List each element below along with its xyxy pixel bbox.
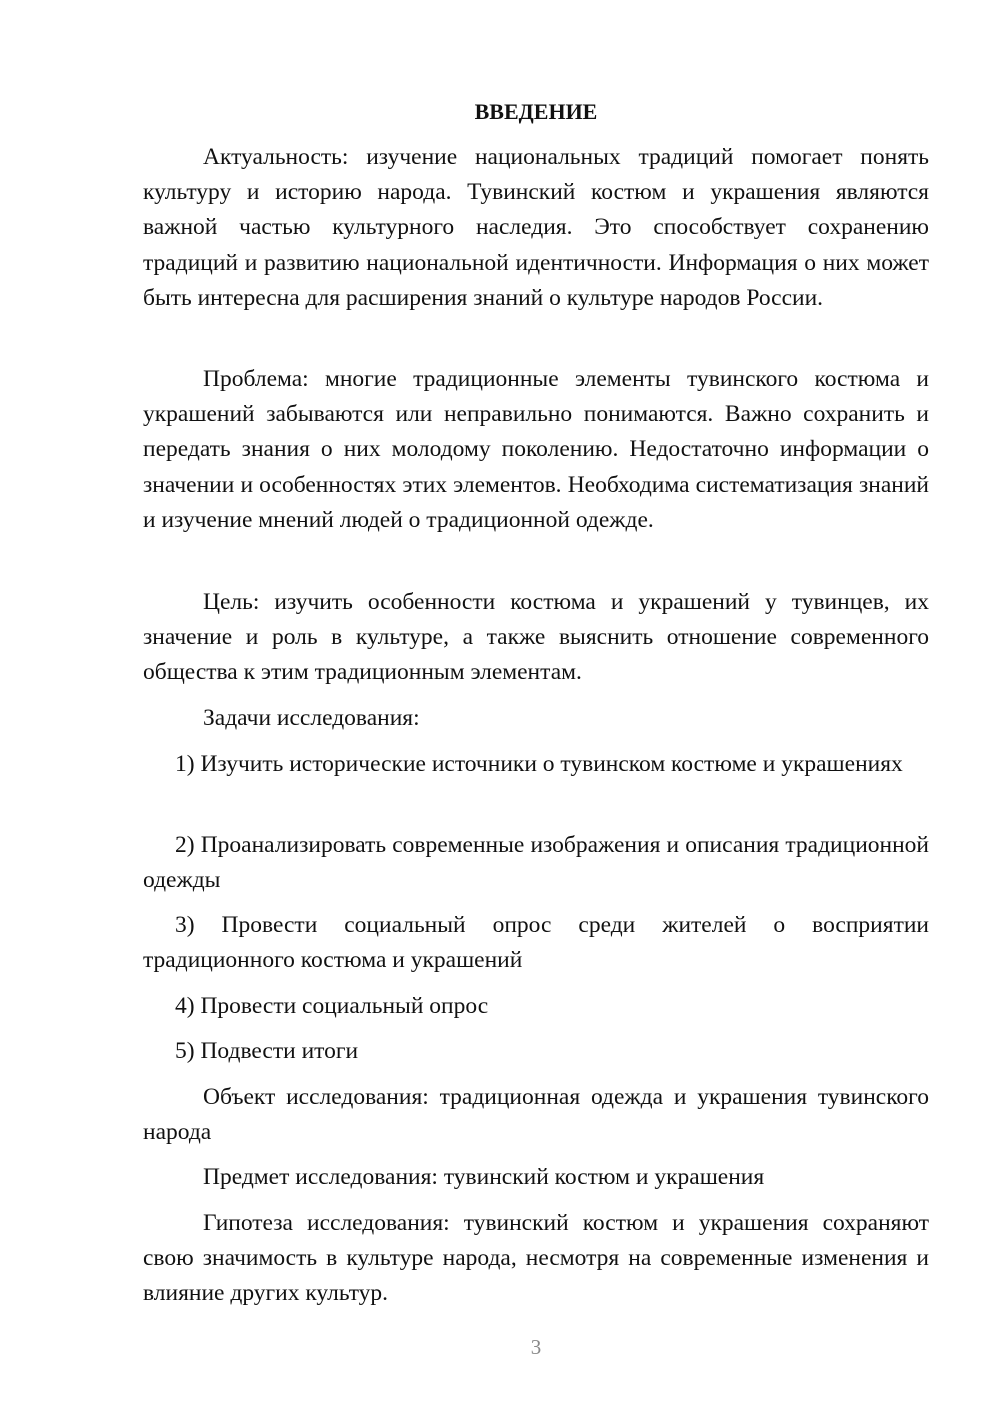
task-item-2: 2) Проанализировать современные изображения и описания традиционной одежды bbox=[143, 832, 929, 894]
section-title: ВВЕДЕНИЕ bbox=[474, 99, 598, 124]
goal-paragraph: Цель: изучить особенности костюма и украшений у тувинцев, их значение и роль в культуре, а также выяснить отношение современного общества к этим традиционным элементам. bbox=[143, 589, 929, 686]
task-item-3: 3) Провести социальный опрос среди жителей о восприятии традиционного костюма и украшений bbox=[143, 912, 929, 974]
task-item-4: 4) Провести социальный опрос bbox=[175, 993, 489, 1019]
page-number: 3 bbox=[530, 1335, 542, 1359]
subject-paragraph: Предмет исследования: тувинский костюм и украшения bbox=[203, 1164, 765, 1190]
task-item-5: 5) Подвести итоги bbox=[175, 1038, 359, 1064]
tasks-heading: Задачи исследования: bbox=[203, 705, 420, 731]
relevance-paragraph: Актуальность: изучение национальных традиций помогает понять культуру и историю народа. Тувинский костюм и украшения являются важной частью культурного наследия. Это способствует сохранению традиций и развитию национальной идентичности. Информация о них может быть интересна для расширения знаний о культуре народов России. bbox=[143, 144, 929, 311]
task-item-1: 1) Изучить исторические источники о тувинском костюме и украшениях bbox=[175, 751, 903, 777]
hypothesis-paragraph: Гипотеза исследования: тувинский костюм и украшения сохраняют свою значимость в культуре народа, несмотря на современные изменения и влияние других культур. bbox=[143, 1210, 929, 1307]
problem-paragraph: Проблема: многие традиционные элементы тувинского костюма и украшений забываются или неправильно понимаются. Важно сохранить и передать знания о них молодому поколению. Недостаточно информации о значении и особенностях этих элементов. Необходима систематизация знаний и изучение мнений людей о традиционной одежде. bbox=[143, 366, 929, 533]
object-paragraph: Объект исследования: традиционная одежда и украшения тувинского народа bbox=[143, 1084, 929, 1146]
